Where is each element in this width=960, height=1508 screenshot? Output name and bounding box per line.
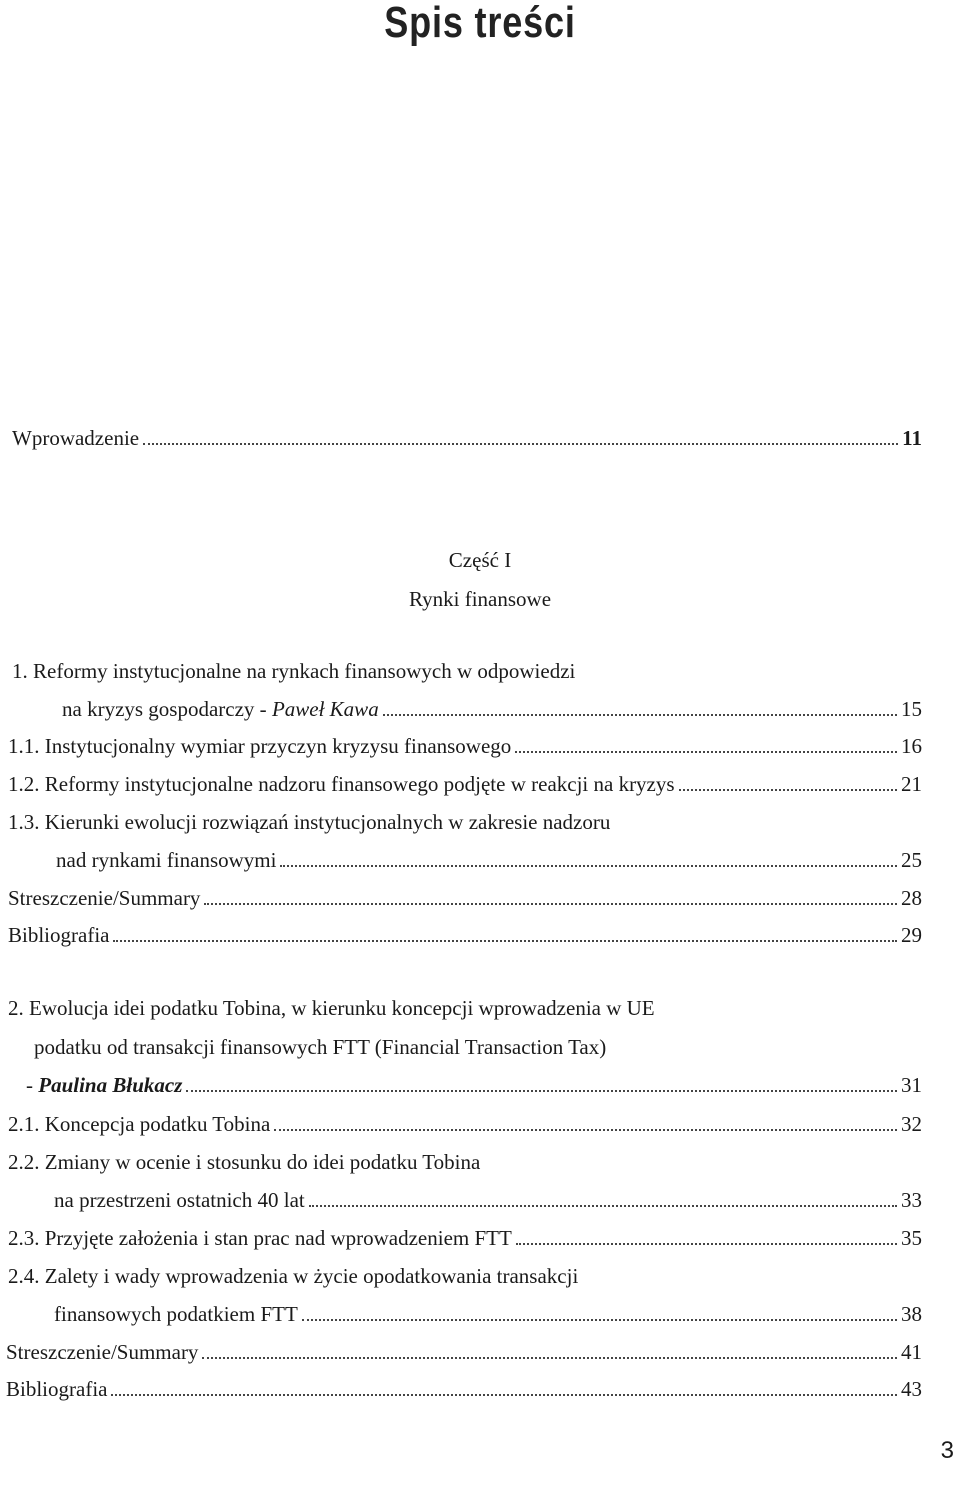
toc-page-number: 15 <box>901 697 922 721</box>
toc-entry-label: na przestrzeni ostatnich 40 lat <box>54 1188 305 1212</box>
toc-page-number: 11 <box>902 426 922 450</box>
toc-page-number: 21 <box>901 772 922 796</box>
toc-entry-2-1[interactable] <box>8 1112 922 1137</box>
toc-entry-intro[interactable] <box>12 426 922 451</box>
leader-dots <box>274 1128 897 1131</box>
chapter2-title-line2[interactable]: podatku od transakcji finansowych FTT (Financial Transaction Tax) <box>34 1035 607 1059</box>
toc-page-number: 38 <box>901 1302 922 1326</box>
leader-dots <box>143 442 898 445</box>
toc-entry-label: Bibliografia <box>6 1377 108 1401</box>
toc-entry-ch2-bibliography[interactable] <box>6 1377 922 1402</box>
toc-entry-1-1[interactable] <box>8 734 922 759</box>
toc-page-number: 31 <box>901 1073 922 1097</box>
leader-dots <box>204 902 897 905</box>
toc-page-number: 28 <box>901 886 922 910</box>
toc-page-number: 35 <box>901 1226 922 1250</box>
toc-entry-1-2[interactable] <box>8 772 922 797</box>
leader-dots <box>202 1356 897 1359</box>
chapter2-author: Paulina Błukacz <box>38 1073 183 1097</box>
toc-page-number: 33 <box>901 1188 922 1212</box>
toc-entry-1-3[interactable] <box>56 848 922 873</box>
toc-entry-ch1-bibliography[interactable] <box>8 923 922 948</box>
toc-entry-label: Streszczenie/Summary <box>8 886 201 910</box>
leader-dots <box>302 1318 897 1321</box>
leader-dots <box>516 1242 897 1245</box>
leader-dots <box>186 1089 897 1092</box>
toc-entry-label: nad rynkami finansowymi <box>56 848 277 872</box>
chapter1-author: Paweł Kawa <box>271 697 379 721</box>
toc-entry-label: Streszczenie/Summary <box>6 1340 199 1364</box>
leader-dots <box>309 1204 897 1207</box>
leader-dots <box>280 864 897 867</box>
toc-page-number: 29 <box>901 923 922 947</box>
leader-dots <box>111 1393 897 1396</box>
toc-entry-chapter2[interactable] <box>26 1073 922 1098</box>
toc-entry-label: 2.1. Koncepcja podatku Tobina <box>8 1112 271 1136</box>
leader-dots <box>113 939 897 942</box>
page-title: Spis treści <box>384 0 576 47</box>
toc-entry-label: finansowych podatkiem FTT <box>54 1302 298 1326</box>
toc-page-number: 43 <box>901 1377 922 1401</box>
toc-entry-1-3-line1[interactable]: 1.3. Kierunki ewolucji rozwiązań instytucjonalnych w zakresie nadzoru <box>8 810 611 834</box>
toc-entry-label: Wprowadzenie <box>12 426 140 450</box>
toc-entry-label: 1.1. Instytucjonalny wymiar przyczyn kryzysu finansowego <box>8 734 512 758</box>
toc-entry-ch1-summary[interactable] <box>8 886 922 911</box>
toc-entry-label: 1.2. Reformy instytucjonalne nadzoru finansowego podjęte w reakcji na kryzys <box>8 772 675 796</box>
part-heading: Część I <box>448 548 512 572</box>
chapter2-title-line3: - Paulina Błukacz <box>26 1073 183 1097</box>
chapter2-title-line1[interactable]: 2. Ewolucja idei podatku Tobina, w kierunku koncepcji wprowadzenia w UE <box>8 996 655 1020</box>
toc-entry-2-4-line1[interactable]: 2.4. Zalety i wady wprowadzenia w życie opodatkowania transakcji <box>8 1264 579 1288</box>
page-number: 3 <box>940 1437 954 1464</box>
toc-page-number: 32 <box>901 1112 922 1136</box>
toc-entry-2-2[interactable] <box>54 1188 922 1213</box>
toc-entry-label: Bibliografia <box>8 923 110 947</box>
leader-dots <box>515 750 897 753</box>
leader-dots <box>383 713 897 716</box>
toc-page-number: 25 <box>901 848 922 872</box>
toc-entry-2-3[interactable] <box>8 1226 922 1251</box>
toc-page-number: 41 <box>901 1340 922 1364</box>
leader-dots <box>679 788 897 791</box>
toc-entry-chapter1[interactable] <box>62 697 922 722</box>
part-subtitle: Rynki finansowe <box>408 587 552 611</box>
toc-entry-label: 2.3. Przyjęte założenia i stan prac nad wprowadzeniem FTT <box>8 1226 512 1250</box>
toc-page-number: 16 <box>901 734 922 758</box>
toc-entry-2-2-line1[interactable]: 2.2. Zmiany w ocenie i stosunku do idei podatku Tobina <box>8 1150 481 1174</box>
chapter1-title-line2: na kryzys gospodarczy - Paweł Kawa <box>62 697 379 721</box>
chapter1-title-line1[interactable]: 1. Reformy instytucjonalne na rynkach finansowych w odpowiedzi <box>12 659 576 683</box>
toc-entry-ch2-summary[interactable] <box>6 1340 922 1365</box>
toc-entry-2-4[interactable] <box>54 1302 922 1327</box>
